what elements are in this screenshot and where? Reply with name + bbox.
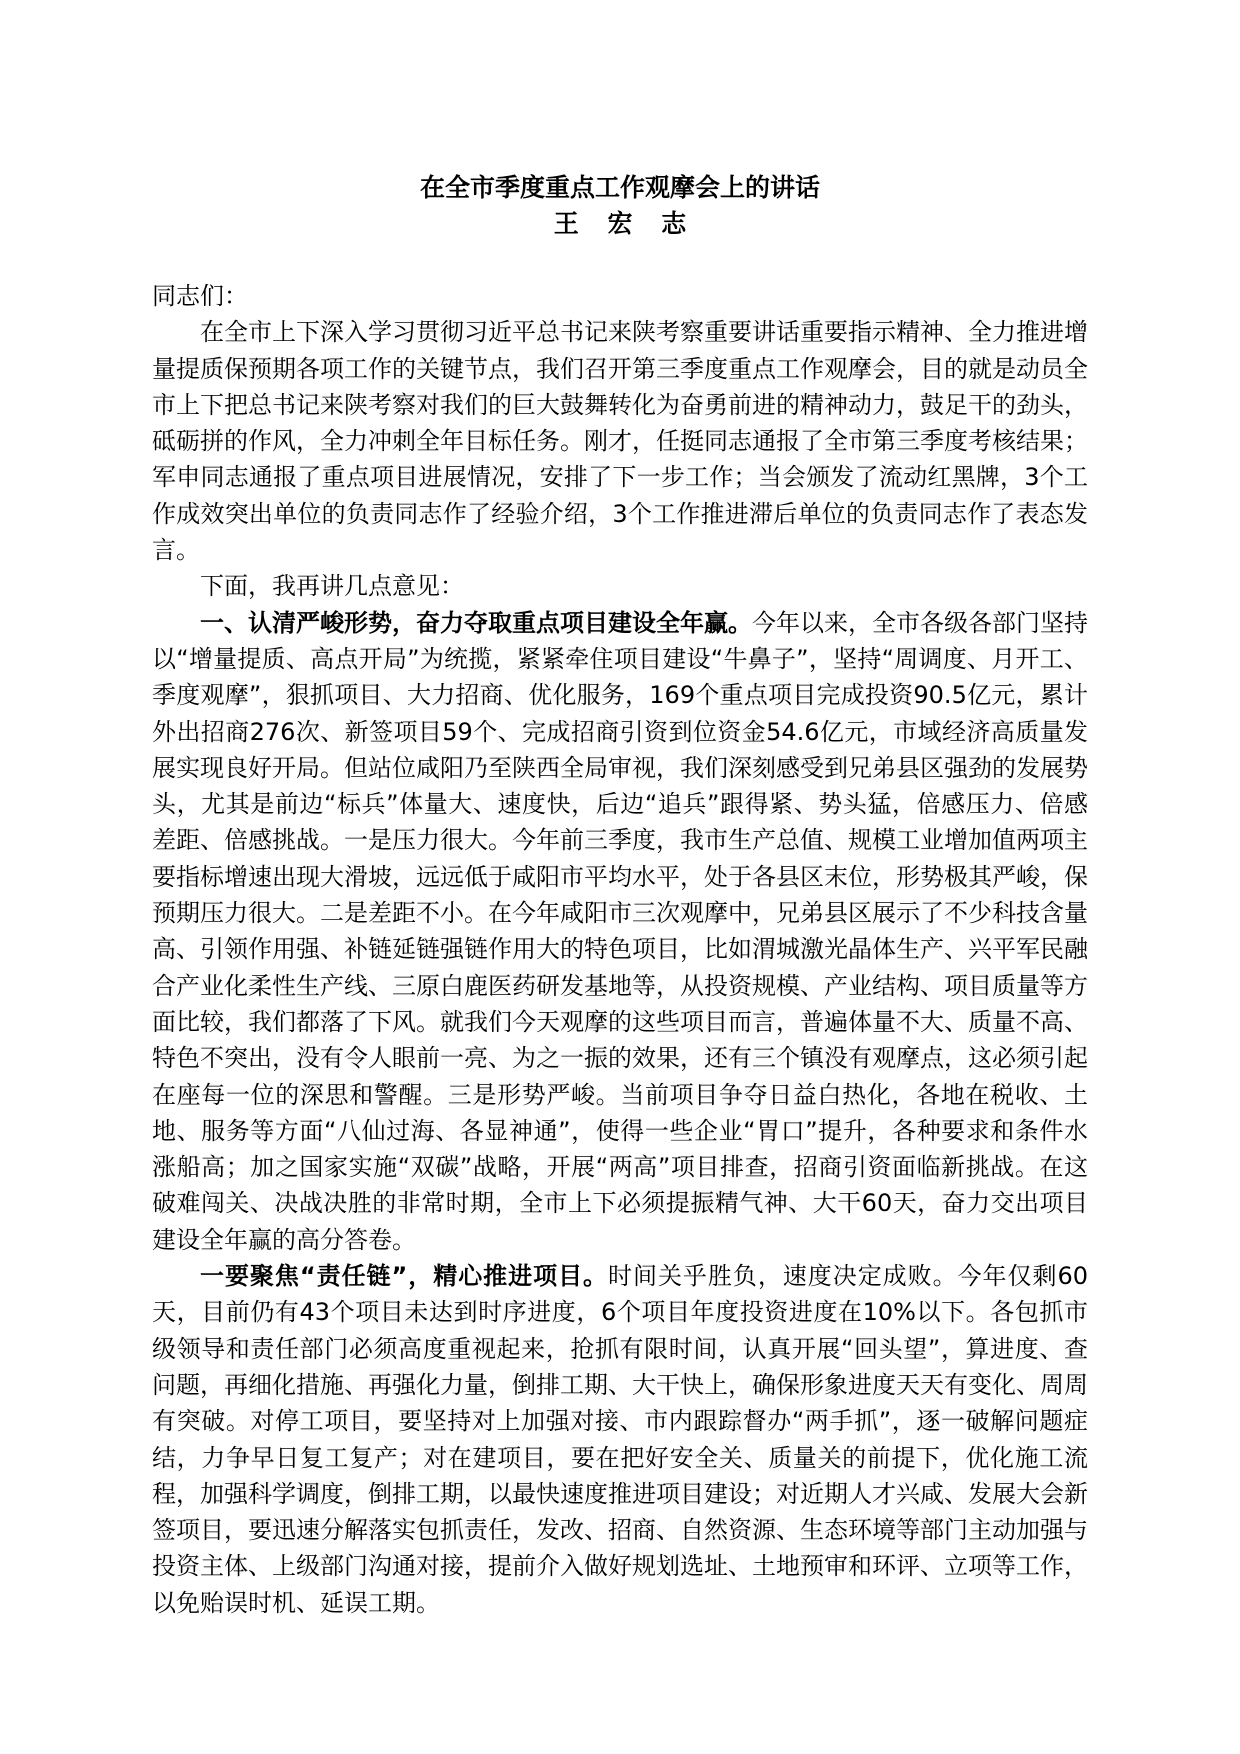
document-page xyxy=(152,170,1088,1621)
paragraph-intro xyxy=(152,314,1088,568)
paragraph-text: 下面，我再讲几点意见： xyxy=(200,572,464,601)
paragraph-text: 时间关乎胜负，速度决定成败。今年仅剩60天，目前仍有43个项目未达到时序进度，6个项目年度投资进度在10%以下。各包抓市级领导和责任部门必须高度重视起来，抢抓有限时间，认真开展“回头望”，算进度、查问题，再细化措施、再强化力量，倒排工期、大干快上，确保形象进度天天有变化、周周有突破。对停工项目，要坚持对上加强对接、市内跟踪督办“两手抓”，逐一破解问题症结，力争早日复工复产；对在建项目，要在把好安全关、质量关的前提下，优化施工流程，加强科学调度，倒排工期，以最快速度推进项目建设；对近期人才兴咸、发展大会新签项目，要迅速分解落实包抓责任，发改、招商、自然资源、生态环境等部门主动加强与投资主体、上级部门沟通对接，提前介入做好规划选址、土地预审和环评、立项等工作，以免贻误时机、延误工期。 xyxy=(152,1262,1088,1617)
document-title: 在全市季度重点工作观摩会上的讲话 xyxy=(419,173,820,202)
salutation: 同志们： xyxy=(152,282,248,310)
author-name: 王 宏 志 xyxy=(553,209,697,238)
paragraph-transition xyxy=(152,568,1088,604)
paragraph-subsection-one xyxy=(152,1258,1088,1621)
subsection-heading: 一要聚焦“责任链”，精心推进项目。 xyxy=(200,1262,609,1291)
paragraph-text: 在全市上下深入学习贯彻习近平总书记来陕考察重要讲话重要指示精神、全力推进增量提质保预期各项工作的关键节点，我们召开第三季度重点工作观摩会，目的就是动员全市上下把总书记来陕考察对我们的巨大鼓舞转化为奋勇前进的精神动力，鼓足干的劲头，砥砺拼的作风，全力冲刺全年目标任务。刚才，任挺同志通报了全市第三季度考核结果；军申同志通报了重点项目进展情况，安排了下一步工作；当会颁发了流动红黑牌，3个工作成效突出单位的负责同志作了经验介绍，3个工作推进滞后单位的负责同志作了表态发言。 xyxy=(152,318,1088,565)
paragraph-section-one xyxy=(152,605,1088,1258)
paragraph-text: 今年以来，全市各级各部门坚持以“增量提质、高点开局”为统揽，紧紧牵住项目建设“牛鼻子”，坚持“周调度、月开工、季度观摩”，狠抓项目、大力招商、优化服务，169个重点项目完成投资90.5亿元，累计外出招商276次、新签项目59个、完成招商引资到位资金54.6亿元，市域经济高质量发展实现良好开局。但站位咸阳乃至陕西全局审视，我们深刻感受到兄弟县区强劲的发展势头，尤其是前边“标兵”体量大、速度快，后边“追兵”跟得紧、势头猛，倍感压力、倍感差距、倍感挑战。一是压力很大。今年前三季度，我市生产总值、规模工业增加值两项主要指标增速出现大滑坡，远远低于咸阳市平均水平，处于各县区末位，形势极其严峻，保预期压力很大。二是差距不小。在今年咸阳市三次观摩中，兄弟县区展示了不少科技含量高、引领作用强、补链延链强链作用大的特色项目，比如渭城激光晶体生产、兴平军民融合产业化柔性生产线、三原白鹿医药研发基地等，从投资规模、产业结构、项目质量等方面比较，我们都落了下风。就我们今天观摩的这些项目而言，普遍体量不大、质量不高、特色不突出，没有令人眼前一亮、为之一振的效果，还有三个镇没有观摩点，这必须引起在座每一位的深思和警醒。三是形势严峻。当前项目争夺日益白热化，各地在税收、土地、服务等方面“八仙过海、各显神通”，使得一些企业“胃口”提升，各种要求和条件水涨船高；加之国家实施“双碳”战略，开展“两高”项目排查，招商引资面临新挑战。在这破难闯关、决战决胜的非常时期，全市上下必须提振精气神、大干60天，奋力交出项目建设全年赢的高分答卷。 xyxy=(152,608,1088,1254)
section-heading: 一、认清严峻形势，奋力夺取重点项目建设全年赢。 xyxy=(200,608,752,637)
